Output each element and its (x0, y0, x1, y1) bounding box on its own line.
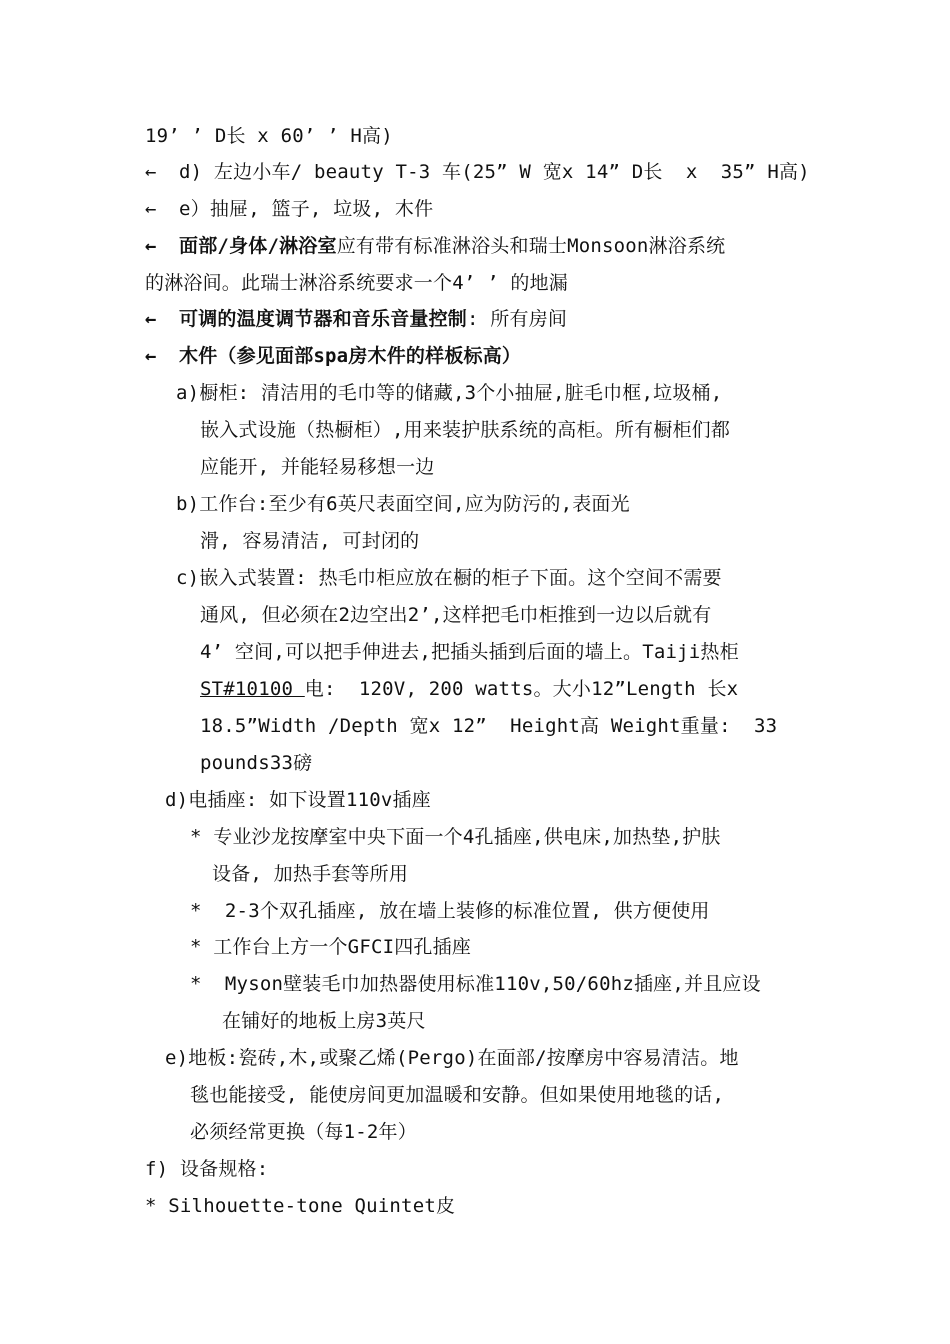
heading-thermostat: 可调的温度调节器和音乐音量控制 (179, 308, 468, 330)
text-cabinet-1: a)橱柜: 清洁用的毛巾等的储藏,3个小抽屉,脏毛巾框,垃圾桶, (176, 382, 723, 404)
heading-woodwork: 木件（参见面部spa房木件的样板标高） (179, 345, 522, 367)
text-line-3 (145, 197, 433, 221)
text-line-5: 的淋浴间。此瑞士淋浴系统要求一个4’ ’ 的地漏 (145, 272, 568, 294)
text-line-1: 19’ ’ D长 x 60’ ’ H高) (145, 125, 393, 147)
text-line-4 (145, 234, 725, 258)
text-outlets-6: * Myson壁装毛巾加热器使用标准110v,50/60hz插座,并且应设 (190, 973, 761, 995)
text-shower-desc: 应有带有标准淋浴头和瑞士Monsoon淋浴系统 (336, 235, 726, 257)
text-workbench-2: 滑, 容易清洁, 可封闭的 (200, 530, 420, 552)
text-floor-3: 必须经常更换（每1-2年） (190, 1121, 417, 1143)
model-number: ST#10100 (200, 678, 305, 700)
heading-shower-room: 面部/身体/淋浴室 (179, 235, 337, 257)
text-outlets-4: * 2-3个双孔插座, 放在墙上装修的标准位置, 供方便使用 (190, 900, 710, 922)
text-builtin-4 (200, 677, 738, 701)
text-outlets-5: * 工作台上方一个GFCI四孔插座 (190, 936, 472, 958)
text-builtin-1: c)嵌入式装置: 热毛巾柜应放在橱的柜子下面。这个空间不需要 (176, 567, 722, 589)
text-drawers: e）抽屉, 篮子, 垃圾, 木件 (179, 198, 434, 220)
text-workbench-1: b)工作台:至少有6英尺表面空间,应为防污的,表面光 (176, 493, 630, 515)
text-floor-2: 毯也能接受, 能使房间更加温暖和安静。但如果使用地毯的话, (190, 1084, 725, 1106)
arrow-left-icon: ← (145, 235, 157, 257)
text-line-7 (145, 344, 521, 368)
text-floor-1: e)地板:瓷砖,木,或聚乙烯(Pergo)在面部/按摩房中容易清洁。地 (165, 1047, 739, 1069)
arrow-left-icon: ← (145, 161, 157, 183)
text-outlets-1: d)电插座: 如下设置110v插座 (165, 789, 431, 811)
text-cabinet-3: 应能开, 并能轻易移想一边 (200, 456, 435, 478)
text-outlets-7: 在铺好的地板上房3英尺 (222, 1010, 426, 1032)
text-line-2 (145, 160, 810, 184)
text-builtin-6: pounds33磅 (200, 752, 313, 774)
text-outlets-2: * 专业沙龙按摩室中央下面一个4孔插座,供电床,加热垫,护肤 (190, 826, 721, 848)
text-builtin-5: 18.5”Width /Depth 宽x 12” Height高 Weight重量: 33 (200, 715, 778, 737)
arrow-left-icon: ← (145, 308, 157, 330)
text-cabinet-2: 嵌入式设施（热橱柜）,用来装护肤系统的高柜。所有橱柜们都 (200, 419, 731, 441)
text-equipment-heading: f) 设备规格: (145, 1158, 269, 1180)
text-line-6 (145, 307, 567, 331)
text-cart: d) 左边小车/ beauty T-3 车(25” W 宽x 14” D长 x 35” H高) (179, 161, 810, 183)
text-builtin-3: 4’ 空间,可以把手伸进去,把插头插到后面的墙上。Taiji热柜 (200, 641, 739, 663)
text-all-rooms: : 所有房间 (467, 308, 568, 330)
arrow-left-icon: ← (145, 345, 157, 367)
arrow-left-icon: ← (145, 198, 157, 220)
text-outlets-3: 设备, 加热手套等所用 (212, 863, 409, 885)
text-equipment-item: * Silhouette-tone Quintet皮 (145, 1195, 456, 1217)
text-builtin-2: 通风, 但必须在2边空出2’,这样把毛巾柜推到一边以后就有 (200, 604, 712, 626)
text-power-spec: 电: 120V, 200 watts。大小12”Length 长x (304, 678, 739, 700)
